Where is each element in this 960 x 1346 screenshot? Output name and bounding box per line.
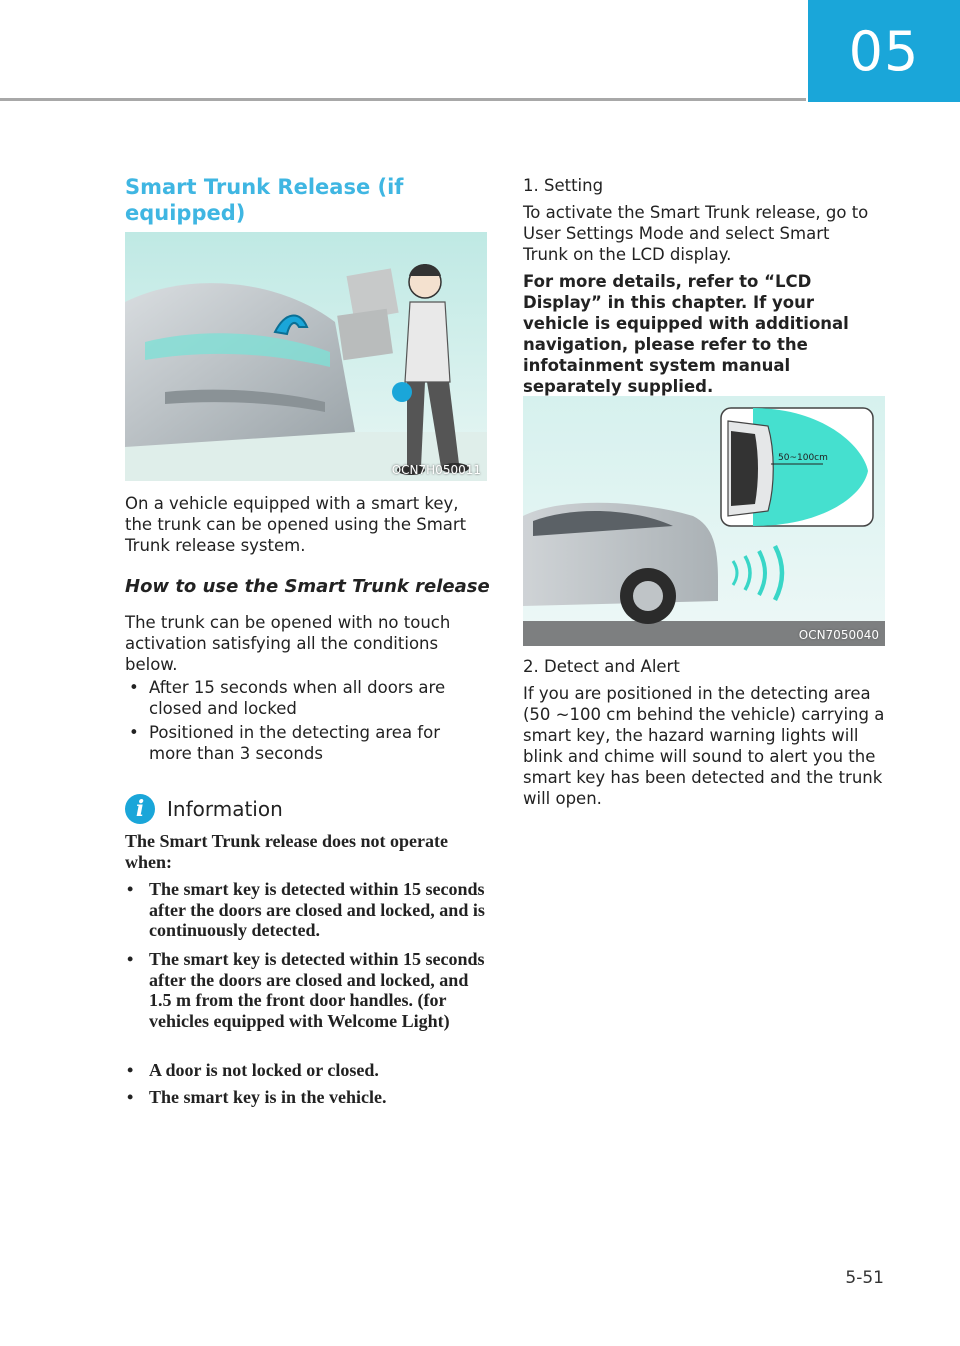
step2-paragraph: If you are positioned in the detecting area (50 ~100 cm behind the vehicle) carrying a smart key, the hazard warning lights will blink and chime will sound to alert you the smart key has been detected and the trunk will open. xyxy=(523,684,885,808)
howto-heading: How to use the Smart Trunk release xyxy=(125,576,490,597)
step1-heading: 1. Setting xyxy=(523,176,604,195)
distance-label: 50~100cm xyxy=(778,453,828,463)
information-header xyxy=(125,794,283,824)
detect-illustration xyxy=(523,396,885,646)
trunk-illustration xyxy=(125,232,487,481)
info-item: • The smart key is detected within 15 seconds after the doors are closed and locked, and is continuously detected. xyxy=(125,879,489,941)
info-item: • The smart key is detected within 15 seconds after the doors are closed and locked, and 1.5 m from the front door handles. (for vehicles equipped with Welcome Light) xyxy=(125,949,489,1031)
condition-item: • Positioned in the detecting area for more than 3 seconds xyxy=(125,722,469,764)
information-title: Information xyxy=(167,797,283,821)
step1-note: For more details, refer to “LCD Display” in this chapter. If your vehicle is equipped with additional navigation, please refer to the infotainment system manual separately supplied. xyxy=(523,272,849,396)
condition-item: • After 15 seconds when all doors are closed and locked xyxy=(125,677,469,719)
step1-paragraph: To activate the Smart Trunk release, go to User Settings Mode and select Smart Trunk on the LCD display. xyxy=(523,203,869,264)
info-item: • The smart key is in the vehicle. xyxy=(125,1087,489,1108)
figure-code: OCN7H050011 xyxy=(391,463,481,477)
figure-code: OCN7050040 xyxy=(798,628,879,642)
step2-heading: 2. Detect and Alert xyxy=(523,657,680,676)
chapter-tab xyxy=(808,0,960,102)
page-number: 5-51 xyxy=(845,1268,884,1288)
info-item: • A door is not locked or closed. xyxy=(125,1060,489,1081)
header-rule xyxy=(0,98,806,101)
section-title: Smart Trunk Release (if equipped) xyxy=(125,175,404,225)
intro-paragraph: On a vehicle equipped with a smart key, the trunk can be opened using the Smart Trunk release system. xyxy=(125,494,467,555)
chapter-number: 05 xyxy=(848,19,920,83)
information-icon: i xyxy=(125,794,155,824)
howto-paragraph: The trunk can be opened with no touch activation satisfying all the conditions below. xyxy=(125,613,451,674)
figure-detect-area xyxy=(523,396,885,646)
info-intro: The Smart Trunk release does not operate when: xyxy=(125,831,448,872)
figure-smart-trunk-person xyxy=(125,232,487,481)
